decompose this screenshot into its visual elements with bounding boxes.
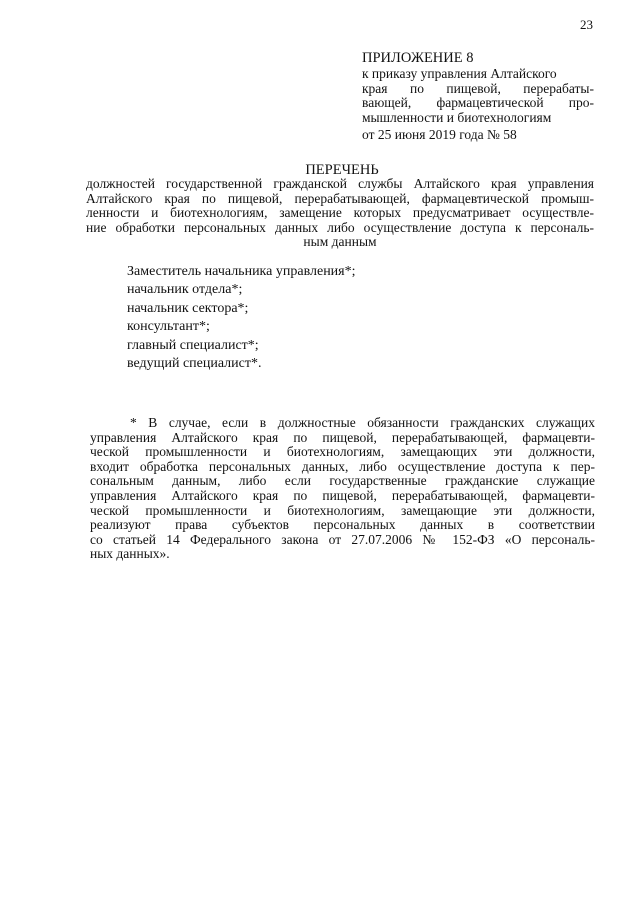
footnote-line: ных данных». — [90, 546, 170, 562]
footnote-line: реализуют права субъектов персональных данных в соответствии — [90, 517, 595, 533]
heading-line: ние обработки персональных данных либо осуществление доступа к персональ- — [86, 219, 594, 235]
footnote-line: входит обработка персональных данных, либо осуществление доступа к пер- — [90, 458, 595, 474]
footnote-line: ческой промышленности и биотехнологиям, замещающих эти должности, — [90, 444, 595, 460]
heading-line: должностей государственной гражданской службы Алтайского края управления — [86, 176, 594, 192]
heading-line: ленности и биотехнологиям, замещение которых предусматривает осуществле- — [86, 205, 594, 221]
position-item: начальник отдела*; — [127, 282, 243, 298]
footnote-line: сональным данным, либо если государственные гражданские служащие — [90, 473, 595, 489]
footnote-line: управления Алтайского края по пищевой, перерабатывающей, фармацевти- — [90, 487, 595, 503]
appendix-line: к приказу управления Алтайского — [362, 66, 557, 81]
appendix-block — [362, 51, 594, 143]
list-heading — [86, 163, 594, 249]
heading-line: ным данным — [303, 234, 377, 250]
footnote-line: * В случае, если в должностные обязанности гражданских служащих — [130, 415, 595, 430]
appendix-line: края по пищевой, перерабаты- — [362, 80, 594, 96]
footnote-line: управления Алтайского края по пищевой, перерабатывающей, фармацевти- — [90, 429, 595, 445]
position-item: главный специалист*; — [127, 337, 259, 353]
appendix-title: ПРИЛОЖЕНИЕ 8 — [362, 50, 474, 66]
appendix-line: мышленности и биотехнологиям — [362, 109, 552, 125]
positions-list — [127, 263, 356, 373]
position-item: ведущий специалист*. — [127, 356, 262, 372]
appendix-date: от 25 июня 2019 года № 58 — [362, 127, 517, 142]
footnote-line: со статьей 14 Федерального закона от 27.07.2006 № 152-ФЗ «О персональ- — [90, 531, 595, 547]
appendix-line: вающей, фармацевтической про- — [362, 95, 594, 110]
position-item: начальник сектора*; — [127, 300, 249, 316]
footnote-line: ческой промышленности и биотехнологиям, замещающие эти должности, — [90, 502, 595, 518]
position-item: Заместитель начальника управления*; — [127, 264, 356, 279]
heading-line: Алтайского края по пищевой, перерабатывающей, фармацевтической промыш- — [86, 190, 594, 206]
position-item: консультант*; — [127, 319, 210, 335]
footnote — [90, 416, 595, 562]
heading-title: ПЕРЕЧЕНЬ — [305, 162, 379, 178]
page-number: 23 — [580, 17, 593, 32]
